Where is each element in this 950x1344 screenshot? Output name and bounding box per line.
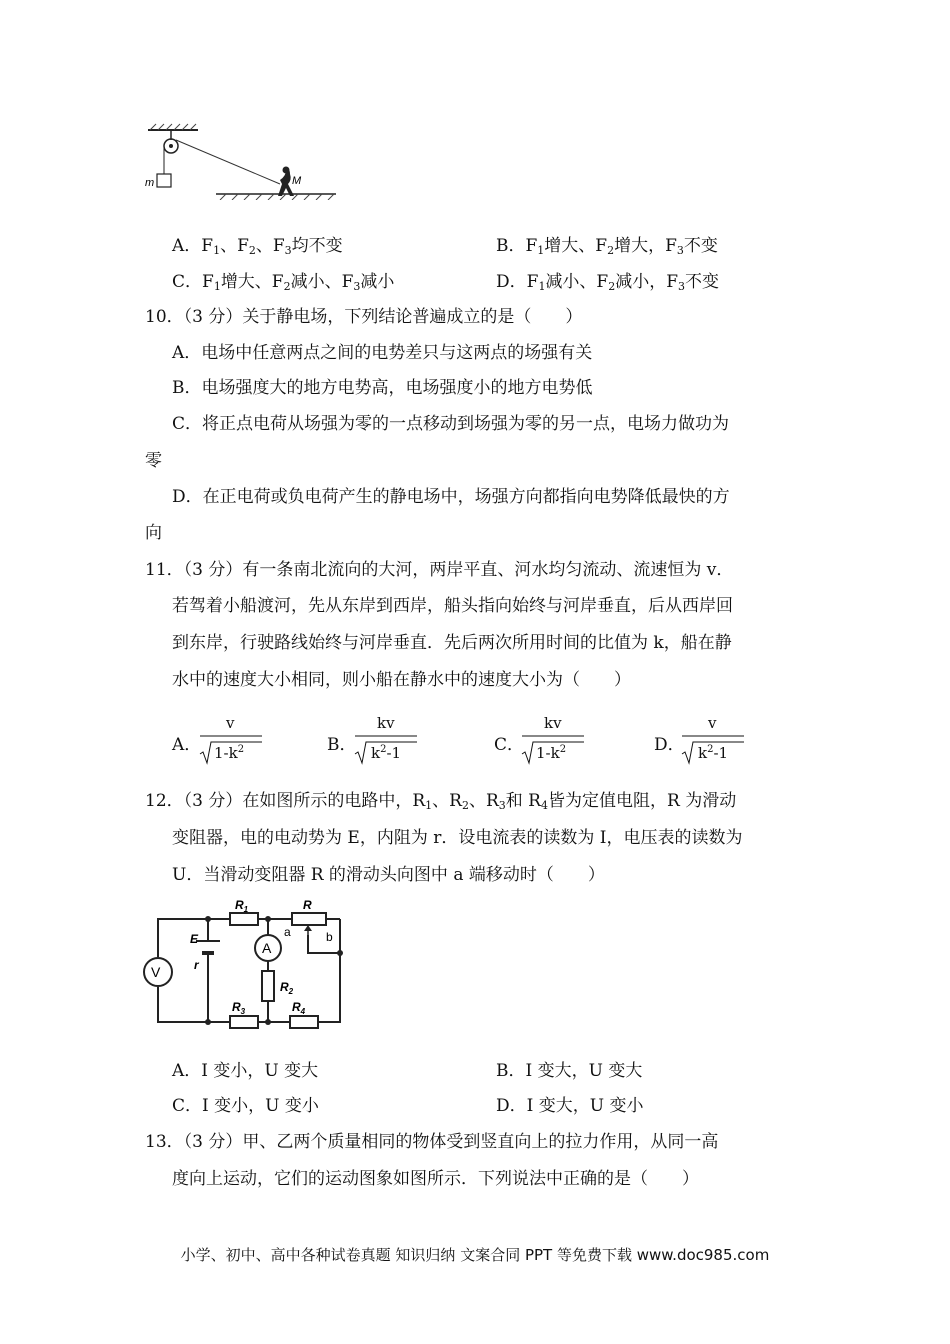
q12-stem-line1: 12．（3 分）在如图所示的电路中，$R_1$、$R_2$、$R_3$和 $R_4$皆为定值电阻，R 为滑动 <box>145 791 737 812</box>
q11-option-c: C． kv $1-k^2$ <box>494 714 614 770</box>
circuit-diagram <box>140 895 355 1030</box>
q12-stem-line3: U．当滑动变阻器 R 的滑动头向图中 a 端移动时（ ） <box>172 865 605 885</box>
emf-label: E <box>190 932 199 946</box>
q11-option-b: B． kv $k^2-1$ <box>327 714 447 770</box>
q9-option-c: C．$F_1$增大、$F_2$减小、$F_3$减小 <box>172 272 395 293</box>
r1-label: $R_1$ <box>235 898 249 914</box>
voltmeter-label: V <box>151 964 161 980</box>
r3-label: $R_3$ <box>232 1000 246 1016</box>
q11-stem-line2: 若驾着小船渡河，先从东岸到西岸，船头指向始终与河岸垂直，后从西岸回 <box>172 596 733 616</box>
q12-option-c: C．I 变小，U 变小 <box>172 1096 319 1116</box>
q10-option-d-line2: 向 <box>145 523 162 543</box>
q12-option-a: A．I 变小，U 变大 <box>172 1061 319 1081</box>
q10-option-c-line1: C．将正点电荷从场强为零的一点移动到场强为零的另一点，电场力做功为 <box>172 414 730 434</box>
internal-resistance-label: r <box>194 958 199 972</box>
q12-option-d: D．I 变大，U 变小 <box>496 1096 644 1116</box>
q13-stem-line2: 度向上运动，它们的运动图象如图所示．下列说法中正确的是（ ） <box>172 1169 699 1189</box>
q11-stem-line1: 11．（3 分）有一条南北流向的大河，两岸平直、河水均匀流动、流速恒为 v． <box>145 560 734 580</box>
person-label: M <box>292 175 302 187</box>
q10-option-d-line1: D．在正电荷或负电荷产生的静电场中，场强方向都指向电势降低最快的方 <box>172 487 730 507</box>
q10-option-a: A．电场中任意两点之间的电势差只与这两点的场强有关 <box>172 343 593 363</box>
q11-stem-line3: 到东岸，行驶路线始终与河岸垂直．先后两次所用时间的比值为 k，船在静 <box>172 633 732 653</box>
q11-option-a: A． v $1-k^2$ <box>172 714 292 770</box>
r2-label: $R_2$ <box>280 980 294 996</box>
terminal-b-label: b <box>326 930 333 944</box>
q9-option-a: A．$F_1$、$F_2$、$F_3$均不变 <box>172 236 343 257</box>
page-footer: 小学、初中、高中各种试卷真题 知识归纳 文案合同 PPT 等免费下载 www.doc985.com <box>180 1246 770 1264</box>
q12-stem-line2: 变阻器，电的电动势为 E，内阻为 r．设电流表的读数为 I，电压表的读数为 <box>172 828 743 848</box>
q12-option-b: B．I 变大，U 变大 <box>496 1061 643 1081</box>
q10-option-c-line2: 零 <box>145 451 162 471</box>
q10-stem: 10．（3 分）关于静电场，下列结论普遍成立的是（ ） <box>145 307 583 327</box>
pulley-figure <box>140 122 340 200</box>
r4-label: $R_4$ <box>292 1000 306 1016</box>
q9-option-d: D．$F_1$减小、$F_2$减小，$F_3$不变 <box>496 272 720 293</box>
mass-label: m <box>145 177 155 189</box>
rheostat-label: R <box>303 898 312 912</box>
q13-stem-line1: 13．（3 分）甲、乙两个质量相同的物体受到竖直向上的拉力作用，从同一高 <box>145 1132 719 1152</box>
terminal-a-label: a <box>284 925 291 939</box>
q11-stem-line4: 水中的速度大小相同，则小船在静水中的速度大小为（ ） <box>172 670 631 690</box>
q9-option-b: B．$F_1$增大、$F_2$增大，$F_3$不变 <box>496 236 718 257</box>
q10-option-b: B．电场强度大的地方电势高，电场强度小的地方电势低 <box>172 378 593 398</box>
ammeter-label: A <box>262 940 272 956</box>
q11-option-d: D． v $k^2-1$ <box>654 714 774 770</box>
